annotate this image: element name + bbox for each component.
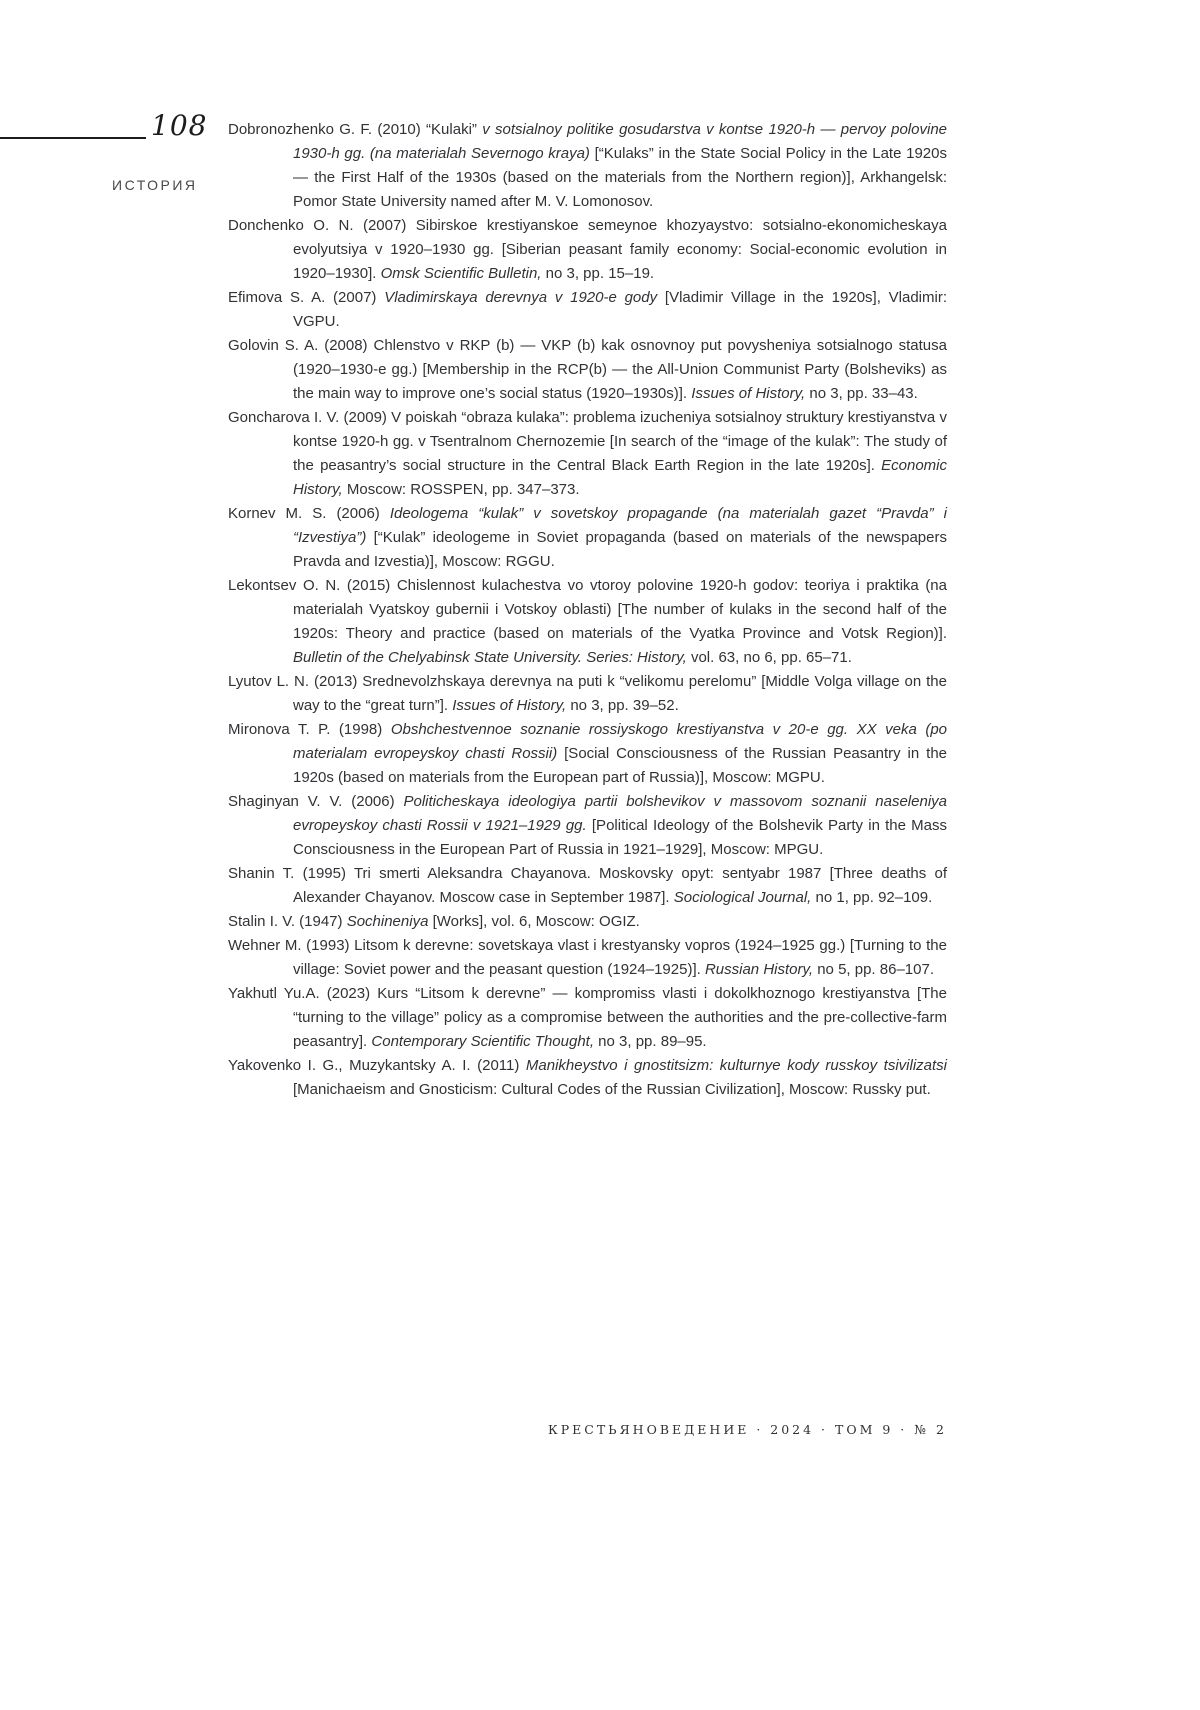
reference-title-italic: Politicheskaya ideologiya partii bolshevikov v massovom soznanii naseleniya evropeyskoy chasti Rossii v 1921–1929 gg. [293, 793, 947, 834]
reference-title-italic: Contemporary Scientific Thought, [371, 1033, 599, 1050]
reference-title-italic: Vladimirskaya derevnya v 1920-e gody [384, 289, 665, 306]
reference-text: Kornev M. S. (2006) [228, 505, 390, 522]
reference-text: [Social Consciousness of the Russian Peasantry in the 1920s (based on materials from the European part of Russia)], Moscow: MGPU. [293, 745, 948, 786]
reference-entry [228, 574, 947, 670]
reference-entry [228, 406, 947, 502]
reference-entry [228, 910, 947, 934]
section-label: ИСТОРИЯ [112, 177, 198, 193]
reference-title-italic: Issues of History, [691, 385, 810, 402]
reference-text: Yakovenko I. G., Muzykantsky A. I. (2011) [228, 1057, 526, 1074]
reference-title-italic: v sotsialnoy politike gosudarstva v kontse 1920-h — pervoy polovine 1930-h gg. (na materialah Severnogo kraya) [293, 121, 948, 162]
reference-text: [“Kulak” ideologeme in Soviet propaganda (based on materials of the newspapers Pravda and Izvestia)], Moscow: RGGU. [293, 529, 947, 570]
reference-text: vol. 63, no 6, pp. 65–71. [690, 649, 852, 666]
reference-entry [228, 502, 947, 574]
reference-title-italic: Obshchestvennoe soznanie rossiyskogo krestiyanstva v 20-e gg. XX veka (po materialam evropeyskoy chasti Rossii) [293, 721, 948, 762]
references-list [228, 118, 947, 1102]
reference-text: no 3, pp. 33–43. [809, 385, 918, 402]
reference-text: no 5, pp. 86–107. [817, 961, 934, 978]
reference-text: Shaginyan V. V. (2006) [228, 793, 404, 810]
reference-entry [228, 118, 947, 214]
reference-title-italic: Sociological Journal, [673, 889, 816, 906]
reference-text: Shanin T. (1995) Tri smerti Aleksandra Chayanova. Moskovsky opyt: sentyabr 1987 [Three deaths of Alexander Chayanov. Moscow case in September 1987]. [228, 865, 947, 906]
reference-text: Goncharova I. V. (2009) V poiskah “obraza kulaka”: problema izucheniya sotsialnoy struktury krestiyanstva v kontse 1920-h gg. v Tsentralnom Chernozemie [In search of the “image of the kulak”: The study of the peasantry’s social structure in the Central Black Earth Region in the late 1920s]. [228, 409, 947, 474]
reference-text: no 3, pp. 39–52. [570, 697, 679, 714]
reference-text: no 1, pp. 92–109. [815, 889, 933, 906]
reference-text: Dobronozhenko G. F. (2010) “Kulaki” [228, 121, 483, 138]
reference-text: [Political Ideology of the Bolshevik Party in the Mass Consciousness in the European Part of Russia in 1921–1929], Moscow: MPGU. [293, 817, 948, 858]
reference-title-italic: Issues of History, [452, 697, 571, 714]
reference-text: no 3, pp. 89–95. [598, 1033, 707, 1050]
reference-text: [Works], vol. 6, Moscow: OGIZ. [432, 913, 640, 930]
reference-entry [228, 334, 947, 406]
reference-text: Moscow: ROSSPEN, pp. 347–373. [346, 481, 580, 498]
reference-title-italic: Manikheystvo i gnostitsizm: kulturnye kody russkoy tsivilizatsi [525, 1057, 947, 1074]
reference-text: Mironova T. P. (1998) [228, 721, 391, 738]
reference-text: Lekontsev O. N. (2015) Chislennost kulachestva vo vtoroy polovine 1920-h godov: teoriya i praktika (na materialah Vyatskoy gubernii i Votskoy oblasti) [The number of kulaks in the second half of the 1920s: Theory and practice (based on materials of the Vyatka Province and Votsk Region)]. [228, 577, 947, 642]
reference-text: Stalin I. V. (1947) [228, 913, 347, 930]
reference-text: Wehner M. (1993) Litsom k derevne: sovetskaya vlast i krestyansky vopros (1924–1925 gg.) [Turning to the village: Soviet power and the peasant question (1924–1925)]. [228, 937, 947, 978]
reference-entry [228, 214, 947, 286]
page-number: 108 [151, 109, 208, 142]
reference-title-italic: Omsk Scientific Bulletin, [380, 265, 542, 282]
reference-text: no 3, pp. 15–19. [541, 265, 655, 282]
margin-rule [0, 137, 146, 139]
reference-text: [“Kulaks” in the State Social Policy in the Late 1920s — the First Half of the 1930s (based on the materials from the Northern region)], Arkhangelsk: Pomor State University named after M. V. Lomonosov. [293, 145, 947, 210]
reference-entry [228, 862, 947, 910]
reference-entry [228, 934, 947, 982]
reference-entry [228, 1054, 947, 1102]
reference-title-italic: Russian History, [704, 961, 818, 978]
reference-text: [Vladimir Village in the 1920s], Vladimir: VGPU. [293, 289, 947, 330]
reference-text: Lyutov L. N. (2013) Srednevolzhskaya derevnya na puti k “velikomu perelomu” [Middle Volga village on the way to the “great turn”]. [228, 673, 947, 714]
reference-text: Efimova S. A. (2007) [228, 289, 385, 306]
journal-footer: КРЕСТЬЯНОВЕДЕНИЕ · 2024 · ТОМ 9 · № 2 [548, 1422, 947, 1437]
reference-text: Yakhutl Yu.A. (2023) Kurs “Litsom k derevne” — kompromiss vlasti i dokolkhoznogo krestiyanstva [The “turning to the village” policy as a compromise between the authorities and the pre-collective-farm peasantry]. [228, 985, 947, 1050]
reference-entry [228, 982, 947, 1054]
reference-entry [228, 670, 947, 718]
reference-entry [228, 790, 947, 862]
reference-text: Golovin S. A. (2008) Chlenstvo v RKP (b) — VKP (b) kak osnovnoy put povysheniya sotsialnogo statusa (1920–1930-e gg.) [Membership in the RCP(b) — the All-Union Communist Party (Bolsheviks) as the main way to improve one’s social status (1920–1930s)]. [228, 337, 947, 402]
reference-entry [228, 718, 947, 790]
reference-title-italic: Ideologema “kulak” v sovetskoy propagande (na materialah gazet “Pravda” i “Izvestiya”) [293, 505, 947, 546]
reference-title-italic: Economic History, [293, 457, 947, 498]
reference-title-italic: Sochineniya [346, 913, 433, 930]
reference-text: [Manichaeism and Gnosticism: Cultural Codes of the Russian Civilization], Moscow: Russky put. [293, 1081, 931, 1098]
reference-text: Donchenko O. N. (2007) Sibirskoe krestiyanskoe semeynoe khozyaystvo: sotsialno-ekonomicheskaya evolyutsiya v 1920–1930 gg. [Siberian peasant family economy: Social-economic evolution in 1920–1930]. [228, 217, 947, 282]
reference-title-italic: Bulletin of the Chelyabinsk State University. Series: History, [293, 649, 691, 666]
reference-entry [228, 286, 947, 334]
